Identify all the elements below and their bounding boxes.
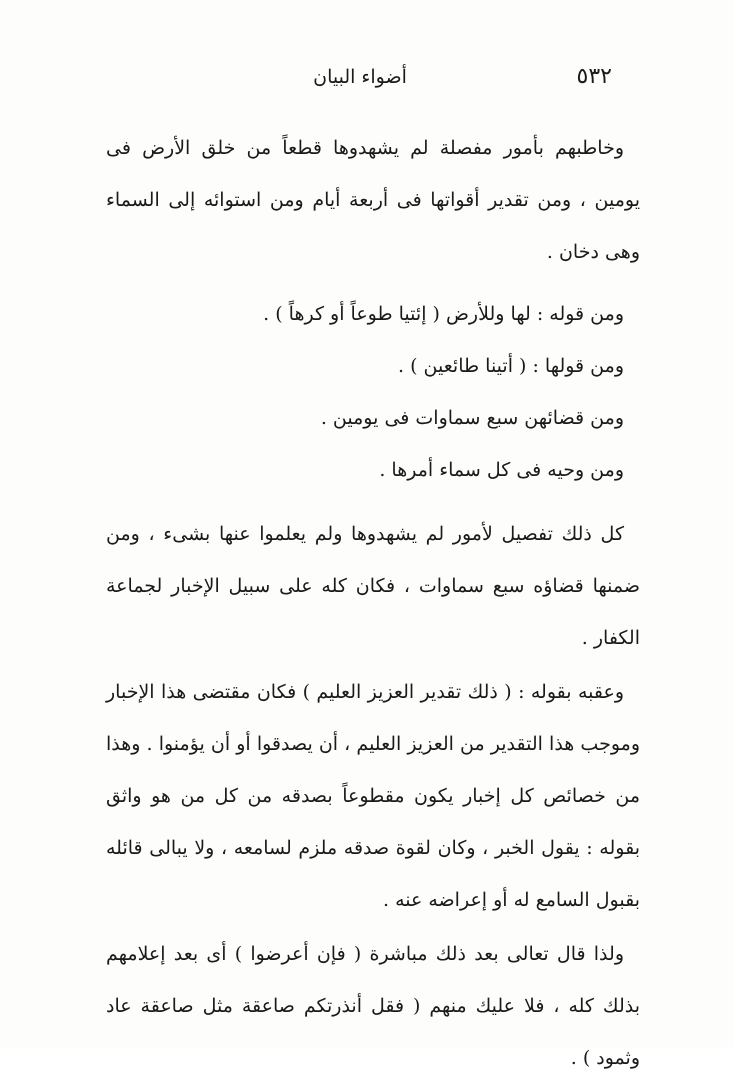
paragraph-2: كل ذلك تفصيل لأمور لم يشهدوها ولم يعلموا عنها بشىء ، ومن ضمنها قضاؤه سبع سماوات ، فكان كله على سبيل الإخبار لجماعة الكفار . (106, 523, 640, 649)
quote-line: ومن قضائهن سبع سماوات فى يومين . (320, 407, 624, 429)
body-text (106, 122, 640, 1084)
quote-line: ومن قولها : ( أتينا طائعين ) . (398, 355, 624, 377)
paragraph-4: ولذا قال تعالى بعد ذلك مباشرة ( فإن أعرضوا ) أى بعد إعلامهم بذلك كله ، فلا عليك منهم ( فقل أنذرتكم صاعقة مثل صاعقة عاد وثمود ) . (106, 943, 640, 1069)
paragraph-3: وعقبه بقوله : ( ذلك تقدير العزيز العليم ) فكان مقتضى هذا الإخبار وموجب هذا التقدير من العزيز العليم ، أن يصدقوا أو أن يؤمنوا . وهذا من خصائص كل إخبار يكون مقطوعاً بصدقه من كل من هو واثق بقوله : يقول الخبر ، وكان لقوة صدقه ملزم لسامعه ، ولا يبالى قائله بقبول السامع له أو إعراضه عنه . (106, 681, 640, 911)
quote-line: ومن وحيه فى كل سماء أمرها . (379, 459, 624, 481)
quote-line: ومن قوله : لها وللأرض ( إئتيا طوعاً أو كرهاً ) . (263, 303, 624, 325)
quoted-verses (106, 288, 640, 496)
paragraph-1: وخاطبهم بأمور مفصلة لم يشهدوها قطعاً من خلق الأرض فى يومين ، ومن تقدير أقواتها فى أربعة أيام ومن استوائه إلى السماء وهى دخان . (106, 137, 641, 263)
page-header (100, 64, 620, 104)
page-number: ٥٣٢ (576, 64, 612, 89)
running-title: أضواء البيان (313, 66, 407, 88)
